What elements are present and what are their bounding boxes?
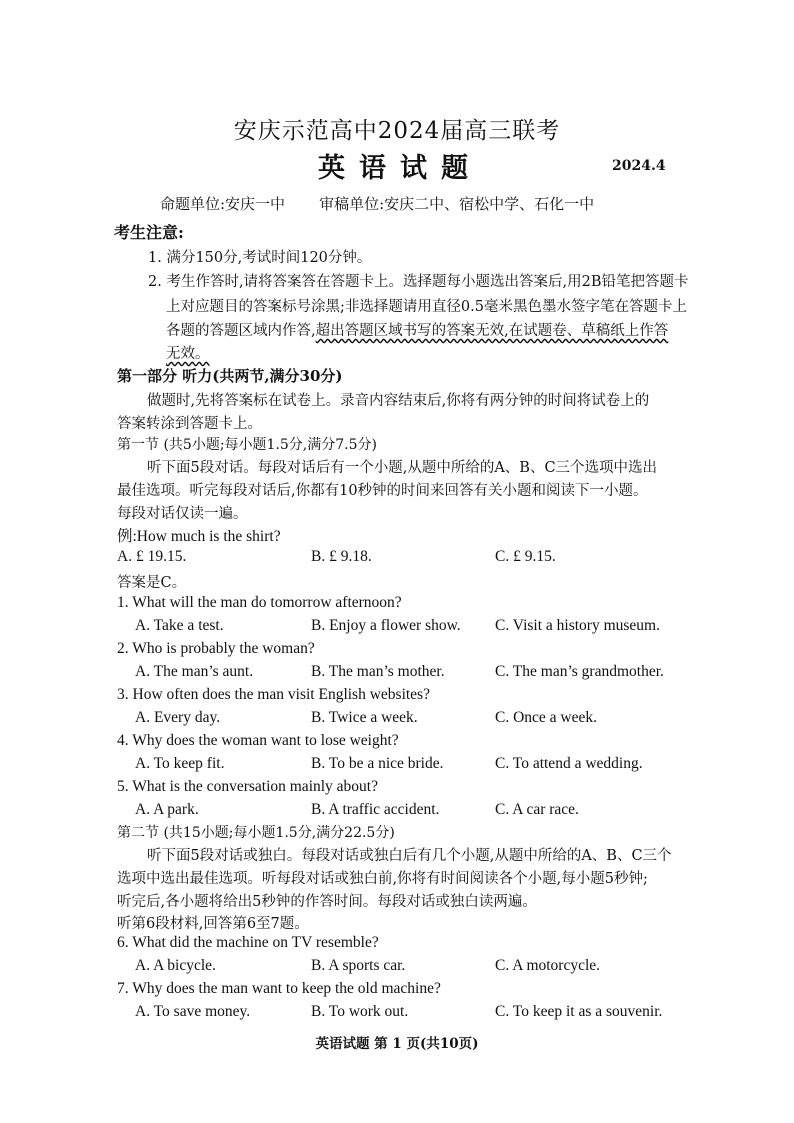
example-answer: 答案是C。 [117,575,187,591]
question-1-option-a: A. Take a test. [135,617,224,634]
notice-item-2-line-2: 上对应题目的答案标号涂黑;非选择题请用直径0.5毫米黑色墨水签字笔在答题卡上 [166,299,687,315]
units-line [160,193,594,214]
section1-heading: 第一节 (共5小题;每小题1.5分,满分7.5分) [117,437,377,453]
subject-title: 英语试题 [318,153,482,184]
notice-item-2-line-3-normal: 各题的答题区域内作答, [166,323,316,339]
question-7-option-a: A. To save money. [135,1003,251,1020]
section1-intro-line-2: 最佳选项。听完每段对话后,你都有10秒钟的时间来回答有关小题和阅读下一小题。 [117,483,648,499]
question-2: 2. Who is probably the woman? [117,640,315,657]
question-6-option-b: B. A sports car. [311,957,406,974]
question-3-option-a: A. Every day. [135,709,221,726]
section2-intro-line-3: 听完后,各小题将给出5秒钟的作答时间。每段对话或独白读两遍。 [117,894,537,910]
notice-heading: 考生注意: [114,223,184,242]
notice-item-2-line-4: 无效。 [166,346,210,362]
section1-intro-line-1: 听下面5段对话。每段对话后有一个小题,从题中所给的A、B、C三个选项中选出 [147,460,658,476]
part1-intro-line-1: 做题时,先将答案标在试卷上。录音内容结束后,你将有两分钟的时间将试卷上的 [147,393,650,409]
notice-item-1: 1. 满分150分,考试时间120分钟。 [148,250,372,266]
section2-intro-line-2: 选项中选出最佳选项。听每段对话或独白前,你将有时间阅读各个小题,每小题5秒钟; [117,871,648,887]
section2-heading: 第二节 (共15小题;每小题1.5分,满分22.5分) [117,825,395,841]
example-option-c: C. £ 9.15. [495,548,556,565]
question-1-option-c: C. Visit a history museum. [495,617,660,634]
question-3-option-b: B. Twice a week. [311,709,418,726]
question-7: 7. Why does the man want to keep the old machine? [117,980,441,997]
question-2-option-a: A. The man’s aunt. [135,663,254,680]
question-4-option-c: C. To attend a wedding. [495,755,643,772]
question-3-option-c: C. Once a week. [495,709,597,726]
question-5: 5. What is the conversation mainly about? [117,778,378,795]
question-6-option-c: C. A motorcycle. [495,957,601,974]
question-3: 3. How often does the man visit English websites? [117,686,430,703]
section1-intro-line-3: 每段对话仅读一遍。 [117,506,248,522]
part1-intro-line-2: 答案转涂到答题卡上。 [117,416,262,432]
question-5-option-a: A. A park. [135,801,199,818]
exam-title: 安庆示范高中2024届高三联考 [233,118,561,144]
question-2-option-c: C. The man’s grandmother. [495,663,664,680]
question-2-option-b: B. The man’s mother. [311,663,445,680]
part1-heading: 第一部分 听力(共两节,满分30分) [117,367,343,385]
exam-date: 2024.4 [612,158,666,174]
question-7-option-b: B. To work out. [311,1003,409,1020]
question-1: 1. What will the man do tomorrow afternoon? [117,594,402,611]
section2-intro-line-1: 听下面5段对话或独白。每段对话或独白后有几个小题,从题中所给的A、B、C三个 [147,848,672,864]
example-option-b: B. £ 9.18. [311,548,372,565]
material-6-instruction: 听第6段材料,回答第6至7题。 [117,916,309,932]
notice-item-2-line-3 [166,319,668,340]
question-7-option-c: C. To keep it as a souvenir. [495,1003,663,1020]
example-option-a: A. £ 19.15. [117,548,187,565]
question-4-option-b: B. To be a nice bride. [311,755,444,772]
question-6: 6. What did the machine on TV resemble? [117,934,379,951]
question-4: 4. Why does the woman want to lose weight? [117,732,399,749]
reviewer-unit: 审稿单位:安庆二中、宿松中学、石化一中 [319,195,595,213]
question-4-option-a: A. To keep fit. [135,755,225,772]
notice-item-2-emphasis: 超出答题区域书写的答案无效,在试题卷、草稿纸上作答 [315,323,669,339]
question-5-option-c: C. A car race. [495,801,579,818]
question-5-option-b: B. A traffic accident. [311,801,440,818]
notice-item-2-line-1: 2. 考生作答时,请将答案答在答题卡上。选择题每小题选出答案后,用2B铅笔把答题卡 [148,274,689,290]
question-1-option-b: B. Enjoy a flower show. [311,617,461,634]
page-footer: 英语试题 第 1 页(共10页) [315,1036,479,1052]
example-question: 例:How much is the shirt? [117,528,281,545]
proposer-unit: 命题单位:安庆一中 [160,195,286,213]
question-6-option-a: A. A bicycle. [135,957,216,974]
